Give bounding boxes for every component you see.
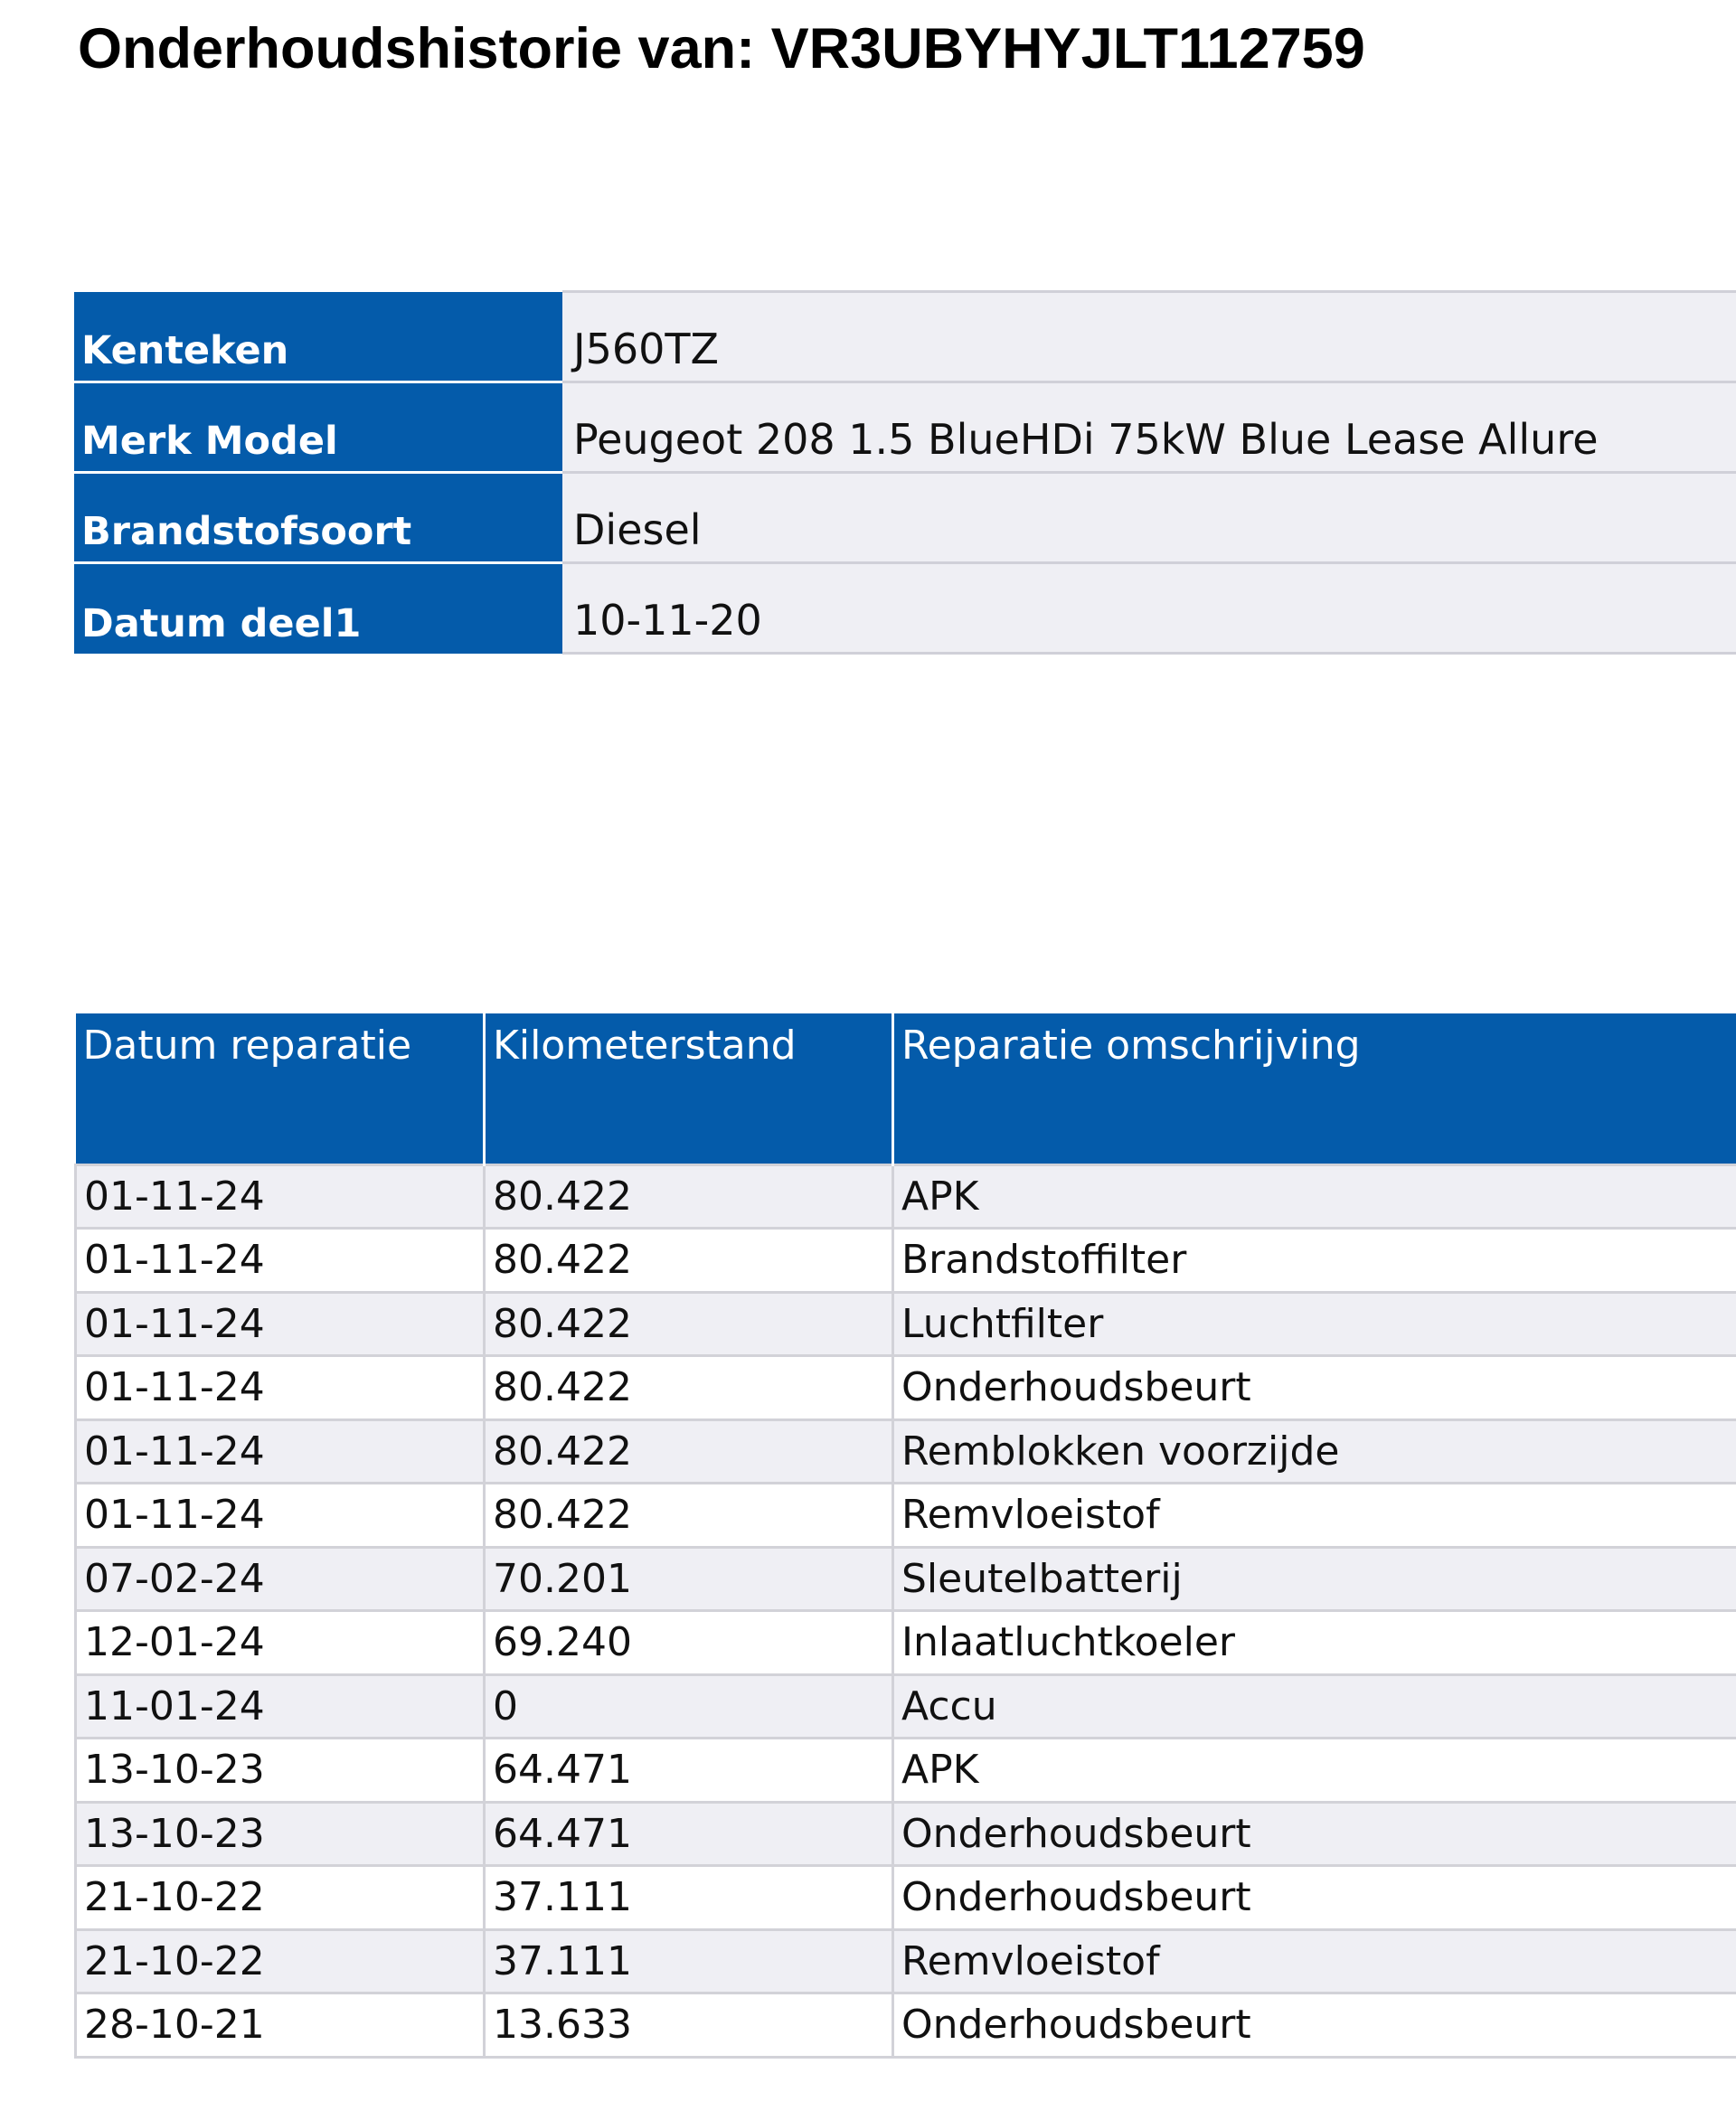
- vehicle-row-merk-model: [74, 382, 1736, 473]
- cell-description: Onderhoudsbeurt: [893, 1993, 1736, 2058]
- cell-date: 11-01-24: [76, 1674, 485, 1739]
- vehicle-row-kenteken: [74, 292, 1736, 382]
- cell-km: 80.422: [485, 1356, 893, 1420]
- column-header-reparatie-omschrijving: Reparatie omschrijving: [893, 1013, 1736, 1164]
- cell-km: 64.471: [485, 1739, 893, 1803]
- vehicle-value: 10-11-20: [562, 563, 1736, 654]
- cell-date: 21-10-22: [76, 1929, 485, 1993]
- vehicle-label: Brandstofsoort: [74, 473, 562, 563]
- cell-date: 01-11-24: [76, 1292, 485, 1356]
- table-row: [76, 1356, 1736, 1420]
- cell-date: 21-10-22: [76, 1866, 485, 1930]
- cell-description: Onderhoudsbeurt: [893, 1802, 1736, 1866]
- cell-description: APK: [893, 1164, 1736, 1229]
- cell-km: 80.422: [485, 1419, 893, 1484]
- cell-km: 37.111: [485, 1929, 893, 1993]
- cell-description: APK: [893, 1739, 1736, 1803]
- cell-description: Inlaatluchtkoeler: [893, 1611, 1736, 1675]
- table-row: [76, 1229, 1736, 1293]
- cell-km: 64.471: [485, 1802, 893, 1866]
- table-row: [76, 1929, 1736, 1993]
- cell-km: 13.633: [485, 1993, 893, 2058]
- vehicle-row-datum-deel1: [74, 563, 1736, 654]
- cell-date: 28-10-21: [76, 1993, 485, 2058]
- cell-date: 01-11-24: [76, 1419, 485, 1484]
- cell-km: 0: [485, 1674, 893, 1739]
- cell-date: 01-11-24: [76, 1164, 485, 1229]
- cell-description: Luchtfilter: [893, 1292, 1736, 1356]
- column-header-kilometerstand: Kilometerstand: [485, 1013, 893, 1164]
- table-row: [76, 1419, 1736, 1484]
- cell-description: Remvloeistof: [893, 1929, 1736, 1993]
- cell-description: Remvloeistof: [893, 1484, 1736, 1548]
- cell-date: 01-11-24: [76, 1484, 485, 1548]
- vehicle-info-table: [74, 290, 1736, 655]
- table-row: [76, 1484, 1736, 1548]
- table-row: [76, 1866, 1736, 1930]
- cell-date: 12-01-24: [76, 1611, 485, 1675]
- table-row: [76, 1993, 1736, 2058]
- cell-description: Sleutelbatterij: [893, 1547, 1736, 1611]
- table-row: [76, 1739, 1736, 1803]
- vehicle-value: Peugeot 208 1.5 BlueHDi 75kW Blue Lease Allure: [562, 382, 1736, 473]
- cell-description: Brandstoffilter: [893, 1229, 1736, 1293]
- table-row: [76, 1674, 1736, 1739]
- vehicle-value: J560TZ: [562, 292, 1736, 382]
- cell-date: 13-10-23: [76, 1739, 485, 1803]
- table-row: [76, 1164, 1736, 1229]
- cell-description: Remblokken voorzijde: [893, 1419, 1736, 1484]
- cell-km: 80.422: [485, 1164, 893, 1229]
- vehicle-row-brandstofsoort: [74, 473, 1736, 563]
- vehicle-label: Kenteken: [74, 292, 562, 382]
- vehicle-value: Diesel: [562, 473, 1736, 563]
- vehicle-label: Merk Model: [74, 382, 562, 473]
- cell-km: 70.201: [485, 1547, 893, 1611]
- page-title: Onderhoudshistorie van: VR3UBYHYJLT112759: [78, 17, 1365, 80]
- cell-km: 80.422: [485, 1229, 893, 1293]
- repair-history-table: [74, 1013, 1736, 2059]
- cell-date: 01-11-24: [76, 1229, 485, 1293]
- cell-description: Onderhoudsbeurt: [893, 1356, 1736, 1420]
- cell-km: 80.422: [485, 1484, 893, 1548]
- repair-header-row: [76, 1013, 1736, 1164]
- column-header-datum-reparatie: Datum reparatie: [76, 1013, 485, 1164]
- vehicle-label: Datum deel1: [74, 563, 562, 654]
- cell-description: Onderhoudsbeurt: [893, 1866, 1736, 1930]
- table-row: [76, 1611, 1736, 1675]
- cell-date: 13-10-23: [76, 1802, 485, 1866]
- cell-km: 80.422: [485, 1292, 893, 1356]
- cell-date: 07-02-24: [76, 1547, 485, 1611]
- cell-description: Accu: [893, 1674, 1736, 1739]
- table-row: [76, 1547, 1736, 1611]
- cell-date: 01-11-24: [76, 1356, 485, 1420]
- cell-km: 37.111: [485, 1866, 893, 1930]
- cell-km: 69.240: [485, 1611, 893, 1675]
- table-row: [76, 1292, 1736, 1356]
- table-row: [76, 1802, 1736, 1866]
